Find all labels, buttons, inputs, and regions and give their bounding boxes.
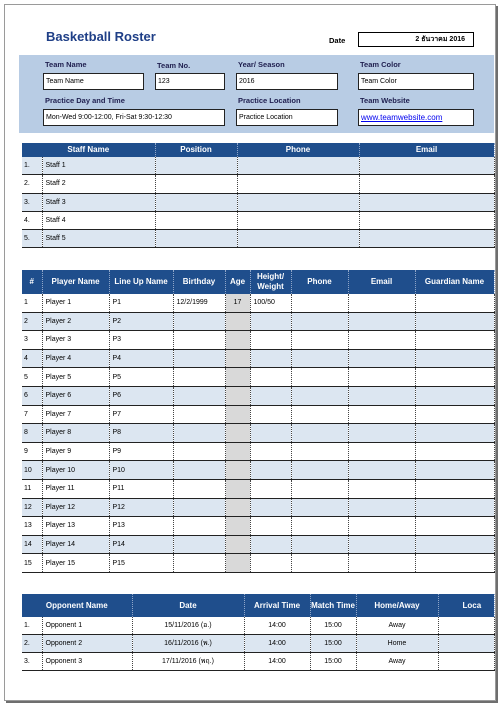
player-row: [22, 424, 494, 443]
players-table: [22, 270, 495, 573]
player-email-cell[interactable]: [348, 517, 415, 536]
player-phone-cell[interactable]: [291, 368, 348, 387]
player-email-cell[interactable]: [348, 349, 415, 368]
player-phone-cell[interactable]: [291, 498, 348, 517]
lineup-name-cell[interactable]: P13: [109, 517, 173, 536]
opponent-row: [22, 635, 494, 653]
team-name-field[interactable]: Team Name: [43, 73, 144, 90]
team-color-field[interactable]: Team Color: [358, 73, 474, 90]
player-name-cell[interactable]: Player 10: [42, 461, 109, 480]
guardian-name-cell[interactable]: [415, 517, 494, 536]
guardian-name-cell[interactable]: [415, 294, 494, 312]
player-phone-cell[interactable]: [291, 535, 348, 554]
birthday-header: Birthday: [173, 270, 225, 294]
lineup-name-cell[interactable]: P9: [109, 442, 173, 461]
player-row: [22, 312, 494, 331]
height-weight-cell[interactable]: [250, 479, 291, 498]
player-number-cell: 10: [22, 461, 42, 480]
player-number-cell: 1: [22, 294, 42, 312]
guardian-name-cell[interactable]: [415, 535, 494, 554]
player-number-cell: 12: [22, 498, 42, 517]
age-cell: [225, 554, 250, 573]
lineup-name-cell[interactable]: P10: [109, 461, 173, 480]
staff-email-header: Email: [359, 143, 494, 157]
location-header: Loca: [438, 594, 494, 617]
height-weight-cell[interactable]: [250, 461, 291, 480]
guardian-name-header: Guardian Name: [415, 270, 494, 294]
player-number-cell: 11: [22, 479, 42, 498]
location-cell[interactable]: [438, 635, 494, 653]
birthday-cell[interactable]: [173, 517, 225, 536]
player-name-cell[interactable]: Player 14: [42, 535, 109, 554]
lineup-name-cell[interactable]: P12: [109, 498, 173, 517]
practice-day-field[interactable]: Mon-Wed 9:00-12:00, Fri-Sat 9:30-12:30: [43, 109, 225, 126]
practice-day-label: Practice Day and Time: [45, 96, 125, 105]
staff-position-header: Position: [155, 143, 237, 157]
player-email-cell[interactable]: [348, 312, 415, 331]
guardian-name-cell[interactable]: [415, 349, 494, 368]
player-phone-cell[interactable]: [291, 442, 348, 461]
lineup-name-cell[interactable]: P15: [109, 554, 173, 573]
height-weight-cell[interactable]: [250, 424, 291, 443]
guardian-name-cell[interactable]: [415, 386, 494, 405]
height-weight-cell[interactable]: [250, 535, 291, 554]
staff-header-row: [22, 143, 494, 157]
height-weight-cell[interactable]: [250, 554, 291, 573]
birthday-cell[interactable]: [173, 535, 225, 554]
staff-row-number: 2.: [22, 175, 42, 193]
player-email-cell[interactable]: [348, 479, 415, 498]
arrival-time-cell[interactable]: 14:00: [244, 617, 310, 635]
staff-email-cell[interactable]: [359, 175, 494, 193]
staff-position-cell[interactable]: [155, 230, 237, 248]
birthday-cell[interactable]: [173, 312, 225, 331]
birthday-cell[interactable]: [173, 461, 225, 480]
staff-row: [22, 230, 494, 248]
age-cell: [225, 331, 250, 350]
team-color-label: Team Color: [360, 60, 401, 69]
player-phone-header: Phone: [291, 270, 348, 294]
player-row: [22, 479, 494, 498]
player-name-cell[interactable]: Player 15: [42, 554, 109, 573]
home-away-cell[interactable]: Away: [356, 653, 438, 671]
height-weight-cell[interactable]: 100/50: [250, 294, 291, 312]
player-phone-cell[interactable]: [291, 331, 348, 350]
player-name-cell[interactable]: Player 2: [42, 312, 109, 331]
staff-name-header: Staff Name: [22, 143, 155, 157]
player-email-cell[interactable]: [348, 368, 415, 387]
height-weight-cell[interactable]: [250, 349, 291, 368]
player-email-header: Email: [348, 270, 415, 294]
player-email-cell[interactable]: [348, 498, 415, 517]
staff-name-cell[interactable]: Staff 2: [42, 175, 155, 193]
staff-phone-cell[interactable]: [237, 175, 359, 193]
arrival-time-cell[interactable]: 14:00: [244, 653, 310, 671]
staff-row-number: 3.: [22, 193, 42, 211]
opponent-name-cell[interactable]: Opponent 2: [42, 635, 132, 653]
age-cell: [225, 368, 250, 387]
staff-phone-cell[interactable]: [237, 157, 359, 175]
age-cell: [225, 479, 250, 498]
player-number-cell: 5: [22, 368, 42, 387]
date-label: Date: [329, 36, 346, 45]
player-phone-cell[interactable]: [291, 386, 348, 405]
player-email-cell[interactable]: [348, 535, 415, 554]
team-website-label: Team Website: [360, 96, 410, 105]
staff-position-cell[interactable]: [155, 211, 237, 229]
arrival-time-header: Arrival Time: [244, 594, 310, 617]
player-phone-cell[interactable]: [291, 461, 348, 480]
guardian-name-cell[interactable]: [415, 368, 494, 387]
staff-phone-cell[interactable]: [237, 211, 359, 229]
lineup-name-cell[interactable]: P6: [109, 386, 173, 405]
player-email-cell[interactable]: [348, 424, 415, 443]
birthday-cell[interactable]: 12/2/1999: [173, 294, 225, 312]
lineup-name-cell[interactable]: P4: [109, 349, 173, 368]
match-time-header: Match Time: [310, 594, 356, 617]
page-title: Basketball Roster: [46, 29, 156, 44]
player-email-cell[interactable]: [348, 554, 415, 573]
birthday-cell[interactable]: [173, 554, 225, 573]
birthday-cell[interactable]: [173, 405, 225, 424]
guardian-name-cell[interactable]: [415, 442, 494, 461]
staff-position-cell[interactable]: [155, 157, 237, 175]
player-number-cell: 4: [22, 349, 42, 368]
age-cell: [225, 517, 250, 536]
height-weight-header: Height/ Weight: [250, 270, 291, 294]
lineup-name-cell[interactable]: P2: [109, 312, 173, 331]
guardian-name-cell[interactable]: [415, 498, 494, 517]
player-phone-cell[interactable]: [291, 424, 348, 443]
player-row: [22, 442, 494, 461]
match-time-cell[interactable]: 15:00: [310, 635, 356, 653]
lineup-name-cell[interactable]: P14: [109, 535, 173, 554]
height-weight-cell[interactable]: [250, 386, 291, 405]
height-weight-cell[interactable]: [250, 442, 291, 461]
player-email-cell[interactable]: [348, 331, 415, 350]
player-name-cell[interactable]: Player 4: [42, 349, 109, 368]
player-phone-cell[interactable]: [291, 312, 348, 331]
player-name-header: Player Name: [42, 270, 109, 294]
player-row: [22, 368, 494, 387]
opponent-name-header: Opponent Name: [22, 594, 132, 617]
team-name-label: Team Name: [45, 60, 87, 69]
age-cell: [225, 405, 250, 424]
staff-table: [22, 143, 495, 248]
home-away-cell[interactable]: Away: [356, 617, 438, 635]
player-name-cell[interactable]: Player 12: [42, 498, 109, 517]
opponent-row-number: 2.: [22, 635, 42, 653]
staff-row: [22, 157, 494, 175]
age-cell: 17: [225, 294, 250, 312]
arrival-time-cell[interactable]: 14:00: [244, 635, 310, 653]
birthday-cell[interactable]: [173, 479, 225, 498]
staff-row-number: 5.: [22, 230, 42, 248]
player-number-cell: 3: [22, 331, 42, 350]
players-header-row: [22, 270, 494, 294]
opponent-date-cell[interactable]: 16/11/2016 (พ.): [132, 635, 244, 653]
year-season-field[interactable]: 2016: [236, 73, 338, 90]
guardian-name-cell[interactable]: [415, 312, 494, 331]
player-name-cell[interactable]: Player 11: [42, 479, 109, 498]
player-number-cell: 7: [22, 405, 42, 424]
match-time-cell[interactable]: 15:00: [310, 617, 356, 635]
opponent-row: [22, 653, 494, 671]
staff-row: [22, 193, 494, 211]
height-weight-cell[interactable]: [250, 368, 291, 387]
player-phone-cell[interactable]: [291, 479, 348, 498]
player-row: [22, 535, 494, 554]
staff-phone-header: Phone: [237, 143, 359, 157]
location-cell[interactable]: [438, 617, 494, 635]
staff-email-cell[interactable]: [359, 193, 494, 211]
height-weight-cell[interactable]: [250, 312, 291, 331]
player-phone-cell[interactable]: [291, 405, 348, 424]
birthday-cell[interactable]: [173, 498, 225, 517]
player-name-cell[interactable]: Player 1: [42, 294, 109, 312]
player-row: [22, 386, 494, 405]
guardian-name-cell[interactable]: [415, 331, 494, 350]
age-cell: [225, 498, 250, 517]
player-email-cell[interactable]: [348, 461, 415, 480]
age-cell: [225, 424, 250, 443]
height-weight-cell[interactable]: [250, 405, 291, 424]
player-number-cell: 13: [22, 517, 42, 536]
team-no-field[interactable]: 123: [155, 73, 225, 90]
player-row: [22, 498, 494, 517]
year-season-label: Year/ Season: [238, 60, 285, 69]
home-away-header: Home/Away: [356, 594, 438, 617]
height-weight-cell[interactable]: [250, 498, 291, 517]
opponents-table: [22, 594, 495, 671]
team-website-link[interactable]: www.teamwebsite.com: [358, 109, 474, 126]
age-cell: [225, 349, 250, 368]
lineup-name-cell[interactable]: P3: [109, 331, 173, 350]
age-cell: [225, 442, 250, 461]
guardian-name-cell[interactable]: [415, 479, 494, 498]
staff-phone-cell[interactable]: [237, 193, 359, 211]
staff-name-cell[interactable]: Staff 4: [42, 211, 155, 229]
birthday-cell[interactable]: [173, 349, 225, 368]
team-no-label: Team No.: [157, 61, 191, 70]
staff-email-cell[interactable]: [359, 230, 494, 248]
birthday-cell[interactable]: [173, 424, 225, 443]
player-number-cell: 14: [22, 535, 42, 554]
age-header: Age: [225, 270, 250, 294]
player-row: [22, 331, 494, 350]
match-time-cell[interactable]: 15:00: [310, 653, 356, 671]
player-email-cell[interactable]: [348, 386, 415, 405]
birthday-cell[interactable]: [173, 386, 225, 405]
opponent-date-header: Date: [132, 594, 244, 617]
opponent-name-cell[interactable]: Opponent 3: [42, 653, 132, 671]
height-weight-cell[interactable]: [250, 331, 291, 350]
player-row: [22, 294, 494, 312]
lineup-name-cell[interactable]: P1: [109, 294, 173, 312]
player-phone-cell[interactable]: [291, 554, 348, 573]
player-name-cell[interactable]: Player 3: [42, 331, 109, 350]
player-name-cell[interactable]: Player 8: [42, 424, 109, 443]
staff-position-cell[interactable]: [155, 175, 237, 193]
staff-email-cell[interactable]: [359, 211, 494, 229]
player-number-cell: 15: [22, 554, 42, 573]
staff-name-cell[interactable]: Staff 1: [42, 157, 155, 175]
practice-location-label: Practice Location: [238, 96, 301, 105]
guardian-name-cell[interactable]: [415, 424, 494, 443]
staff-row: [22, 211, 494, 229]
player-phone-cell[interactable]: [291, 349, 348, 368]
staff-position-cell[interactable]: [155, 193, 237, 211]
staff-row-number: 4.: [22, 211, 42, 229]
guardian-name-cell[interactable]: [415, 461, 494, 480]
player-row: [22, 405, 494, 424]
player-phone-cell[interactable]: [291, 517, 348, 536]
opponent-name-cell[interactable]: Opponent 1: [42, 617, 132, 635]
home-away-cell[interactable]: Home: [356, 635, 438, 653]
lineup-name-cell[interactable]: P5: [109, 368, 173, 387]
player-name-cell[interactable]: Player 7: [42, 405, 109, 424]
age-cell: [225, 312, 250, 331]
player-number-header: #: [22, 270, 42, 294]
player-row: [22, 349, 494, 368]
player-number-cell: 6: [22, 386, 42, 405]
player-row: [22, 461, 494, 480]
lineup-name-cell[interactable]: P8: [109, 424, 173, 443]
staff-row: [22, 175, 494, 193]
staff-name-cell[interactable]: Staff 5: [42, 230, 155, 248]
opponent-row-number: 1.: [22, 617, 42, 635]
player-number-cell: 2: [22, 312, 42, 331]
lineup-name-cell[interactable]: P11: [109, 479, 173, 498]
player-email-cell[interactable]: [348, 405, 415, 424]
guardian-name-cell[interactable]: [415, 405, 494, 424]
staff-email-cell[interactable]: [359, 157, 494, 175]
practice-location-field[interactable]: Practice Location: [236, 109, 338, 126]
player-number-cell: 9: [22, 442, 42, 461]
location-cell[interactable]: [438, 653, 494, 671]
player-row: [22, 554, 494, 573]
lineup-name-header: Line Up Name: [109, 270, 173, 294]
opponent-date-cell[interactable]: 15/11/2016 (อ.): [132, 617, 244, 635]
age-cell: [225, 535, 250, 554]
birthday-cell[interactable]: [173, 442, 225, 461]
opponent-row: [22, 617, 494, 635]
player-number-cell: 8: [22, 424, 42, 443]
date-field[interactable]: 2 ธันวาคม 2016: [358, 32, 474, 47]
staff-row-number: 1.: [22, 157, 42, 175]
staff-name-cell[interactable]: Staff 3: [42, 193, 155, 211]
player-name-cell[interactable]: Player 6: [42, 386, 109, 405]
player-email-cell[interactable]: [348, 442, 415, 461]
opponent-date-cell[interactable]: 17/11/2016 (พฤ.): [132, 653, 244, 671]
player-name-cell[interactable]: Player 5: [42, 368, 109, 387]
player-name-cell[interactable]: Player 13: [42, 517, 109, 536]
player-email-cell[interactable]: [348, 294, 415, 312]
lineup-name-cell[interactable]: P7: [109, 405, 173, 424]
height-weight-cell[interactable]: [250, 517, 291, 536]
birthday-cell[interactable]: [173, 331, 225, 350]
age-cell: [225, 461, 250, 480]
opponents-header-row: [22, 594, 494, 617]
age-cell: [225, 386, 250, 405]
opponent-row-number: 3.: [22, 653, 42, 671]
staff-phone-cell[interactable]: [237, 230, 359, 248]
player-row: [22, 517, 494, 536]
player-phone-cell[interactable]: [291, 294, 348, 312]
player-name-cell[interactable]: Player 9: [42, 442, 109, 461]
birthday-cell[interactable]: [173, 368, 225, 387]
guardian-name-cell[interactable]: [415, 554, 494, 573]
